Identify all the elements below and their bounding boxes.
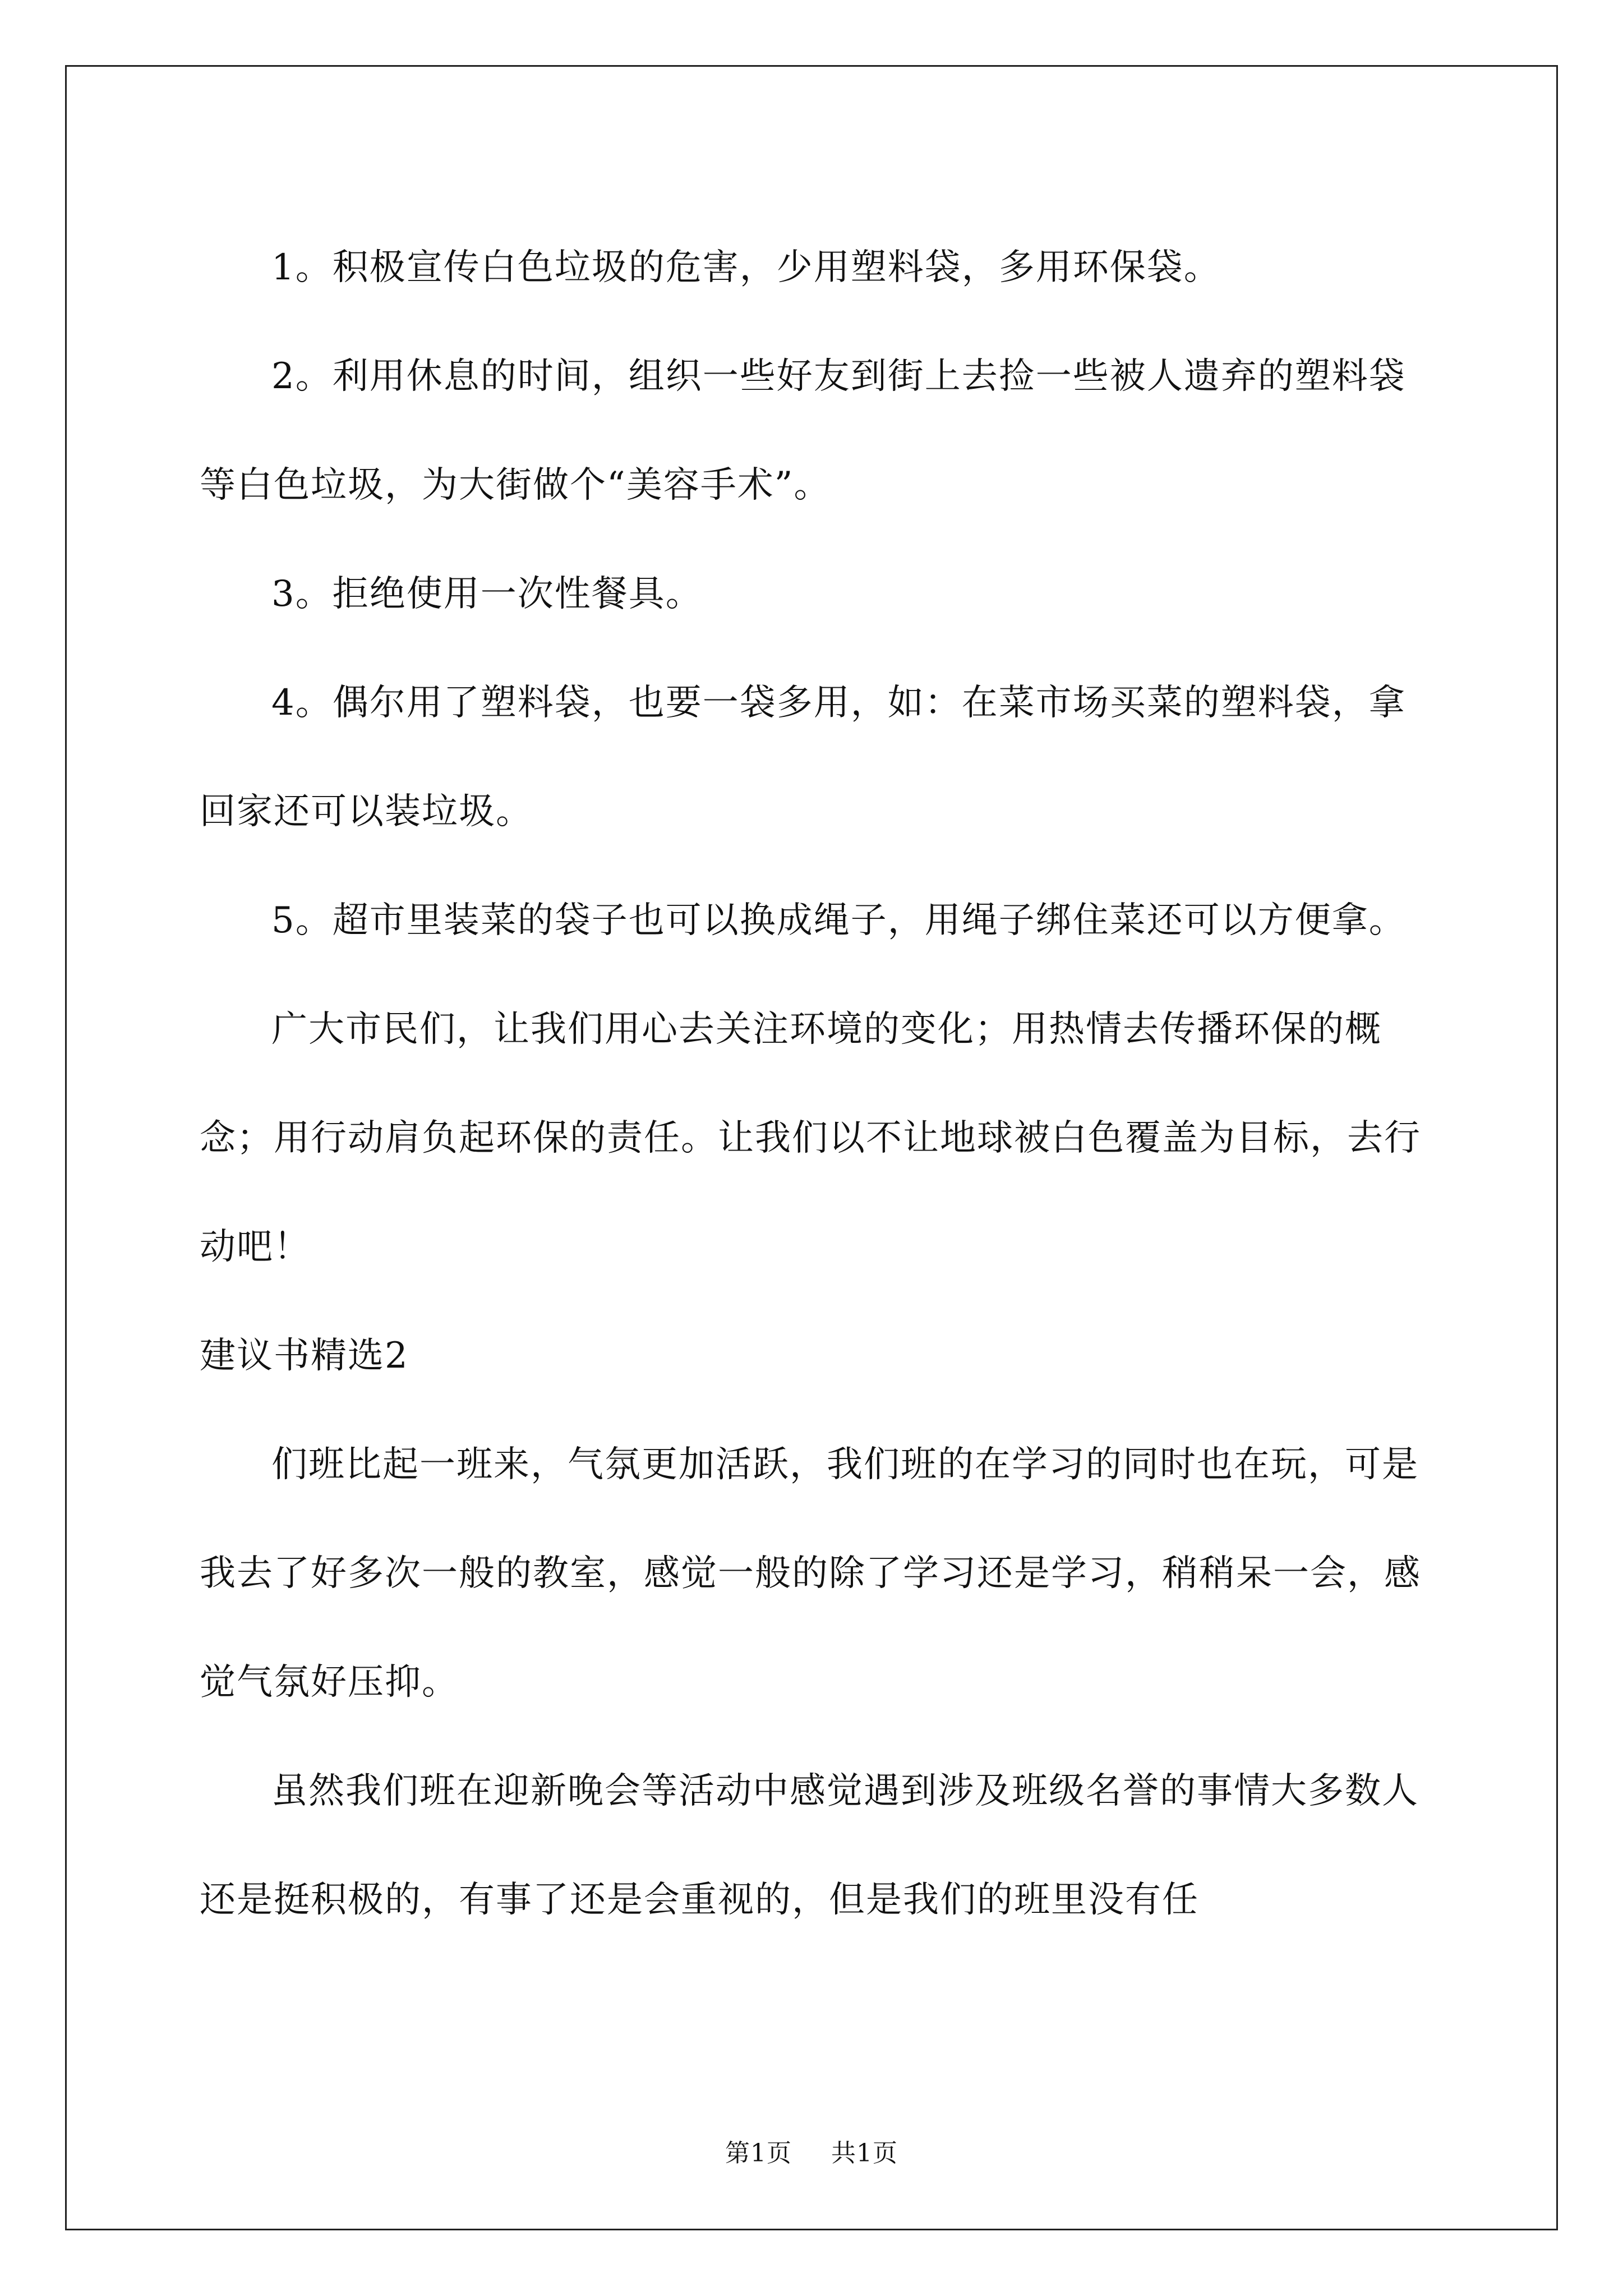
list-item-1: 1。积极宣传白色垃圾的危害，少用塑料袋，多用环保袋。 <box>271 247 1221 288</box>
body-paragraph-1: 们班比起一班来，气氛更加活跃，我们班的在学习的同时也在玩，可是我去了好多次一般的教室，感觉一般的除了学习还是学习，稍稍呆一会，感觉气氛好压抑。 <box>200 1444 1421 1703</box>
list-item-4: 4。偶尔用了塑料袋，也要一袋多用，如：在菜市场买菜的塑料袋，拿回家还可以装垃圾。 <box>200 682 1406 832</box>
list-item-5: 5。超市里装菜的袋子也可以换成绳子，用绳子绑住菜还可以方便拿。 <box>271 900 1406 941</box>
body-paragraph-2: 虽然我们班在迎新晚会等活动中感觉遇到涉及班级名誉的事情大多数人还是挺积极的，有事了还是会重视的，但是我们的班里没有任 <box>200 1770 1419 1921</box>
list-item-2: 2。利用休息的时间，组织一些好友到街上去捡一些被人遗弃的塑料袋等白色垃圾，为大街做个“美容手术”。 <box>200 356 1406 506</box>
section-heading: 建议书精选2 <box>200 1335 409 1377</box>
list-item-3: 3。拒绝使用一次性餐具。 <box>271 573 703 615</box>
page-number-current: 第1页 <box>725 2139 792 2168</box>
document-body <box>200 213 1422 1954</box>
closing-paragraph: 广大市民们，让我们用心去关注环境的变化；用热情去传播环保的概念；用行动肩负起环保的责任。让我们以不让地球被白色覆盖为目标，去行动吧！ <box>200 1009 1421 1268</box>
page-footer <box>0 2133 1623 2169</box>
page-number-total: 共1页 <box>831 2139 898 2168</box>
